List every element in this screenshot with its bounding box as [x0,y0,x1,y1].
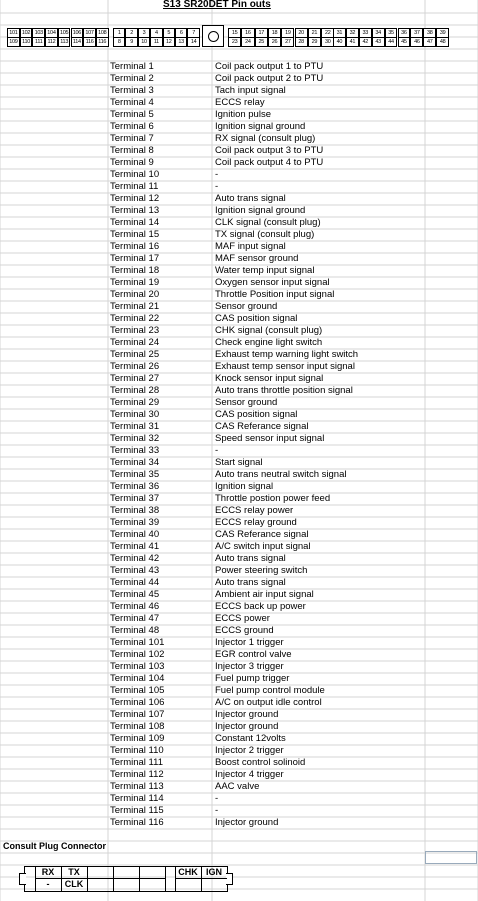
terminal-description: Injector ground [215,709,279,720]
terminal-description: Fuel pump trigger [215,673,290,684]
selected-cell[interactable] [425,851,477,864]
terminal-number: Terminal 103 [110,661,165,672]
terminal-description: Auto trans throttle position signal [215,385,353,396]
terminal-description: Coil pack output 4 to PTU [215,157,324,168]
terminal-description: Check engine light switch [215,337,323,348]
connector-key-circle-icon [208,31,219,42]
pin-number: 17 [256,29,267,38]
terminal-description: Injector 3 trigger [215,661,284,672]
terminal-number: Terminal 25 [110,349,160,360]
pin-number: 23 [231,39,238,45]
terminal-description: - [215,445,219,456]
terminal-number: Terminal 115 [110,805,164,816]
terminal-number: Terminal 2 [110,73,154,84]
pin-number: 2 [126,29,136,38]
pin-number: 112 [47,39,56,45]
terminal-description: CAS position signal [215,409,298,420]
consult-plug-diagram [24,866,228,892]
terminal-description: ECCS relay ground [215,517,297,528]
terminal-description: Ignition signal ground [215,205,306,216]
terminal-number: Terminal 104 [110,673,165,684]
terminal-description: - [215,181,219,192]
terminal-number: Terminal 6 [110,121,154,132]
terminal-number: Terminal 109 [110,733,165,744]
terminal-number: Terminal 3 [110,85,154,96]
pin-number: 31 [334,29,345,38]
terminal-description: Fuel pump control module [215,685,325,696]
terminal-description: CAS Referance signal [215,529,309,540]
block-a-pin [7,28,20,47]
pin-number: 38 [424,29,435,38]
terminal-number: Terminal 12 [110,193,160,204]
terminal-description: ECCS back up power [215,601,306,612]
terminal-description: CAS position signal [215,313,298,324]
terminal-description: Constant 12volts [215,733,286,744]
terminal-description: Oxygen sensor input signal [215,277,330,288]
terminal-description: Coil pack output 3 to PTU [215,145,324,156]
pin-number: 39 [437,29,448,38]
block-b-pin [150,28,162,47]
terminal-number: Terminal 110 [110,745,164,756]
terminal-description: MAF input signal [215,241,286,252]
terminal-number: Terminal 111 [110,757,163,768]
pin-number: 20 [296,29,307,38]
terminal-description: Sensor ground [215,301,278,312]
terminal-number: Terminal 105 [110,685,165,696]
terminal-number: Terminal 8 [110,145,154,156]
terminal-number: Terminal 42 [110,553,160,564]
terminal-description: Exhaust temp warning light switch [215,349,359,360]
pin-number: 3 [139,29,149,38]
pin-number: 5 [164,29,174,38]
terminal-number: Terminal 113 [110,781,164,792]
pin-number: 45 [401,39,407,45]
pin-number: 21 [309,29,320,38]
pin-number: 116 [85,39,94,45]
pin-number: 12 [166,39,172,45]
pin-number: 27 [285,39,291,45]
block-c-pin [295,28,308,47]
terminal-description: MAF sensor ground [215,253,299,264]
terminal-description: Ignition pulse [215,109,271,120]
consult-chk-label: CHK [178,867,198,877]
pin-number: 24 [245,39,251,45]
terminal-number: Terminal 16 [110,241,160,252]
terminal-number: Terminal 11 [110,181,159,192]
terminal-description: AAC valve [215,781,260,792]
terminal-description: ECCS ground [215,625,274,636]
block-d-pin [359,28,372,47]
pin-number: 9 [130,39,133,45]
terminal-number: Terminal 7 [110,133,154,144]
terminal-description: ECCS relay power [215,505,294,516]
consult-tx-label: TX [68,867,80,877]
block-a-pin [96,28,109,47]
terminal-description: Coil pack output 1 to PTU [215,61,324,72]
pin-number: 25 [258,39,264,45]
pin-number: 22 [322,29,333,38]
block-b-pin [113,28,125,47]
terminal-description: Throttle Position input signal [215,289,335,300]
pin-number: 30 [324,39,331,45]
connector-key [202,25,224,47]
terminal-description: Speed sensor input signal [215,433,325,444]
pin-number: 109 [9,39,18,45]
terminal-number: Terminal 27 [110,373,160,384]
block-d-pin [333,28,346,47]
consult-plug-title: Consult Plug Connector [3,841,106,851]
terminal-description: Injector ground [215,817,279,828]
terminal-description: Ambient air input signal [215,589,314,600]
block-a-pin [45,28,58,47]
pin-number: 35 [386,29,397,38]
terminal-number: Terminal 38 [110,505,160,516]
terminal-number: Terminal 45 [110,589,160,600]
block-c-pin [281,28,294,47]
terminal-number: Terminal 13 [110,205,160,216]
pin-number: 15 [229,29,240,38]
terminal-description: Auto trans signal [215,577,286,588]
pin-number: 102 [21,30,31,36]
pin-number: 41 [349,39,356,45]
pin-number: 48 [439,39,446,45]
terminal-number: Terminal 33 [110,445,160,456]
block-a-pin [58,28,71,47]
terminal-number: Terminal 39 [110,517,160,528]
block-a-pin [71,28,84,47]
terminal-description: Exhaust temp sensor input signal [215,361,355,372]
terminal-number: Terminal 46 [110,601,160,612]
consult-rx-label: RX [41,867,55,877]
terminal-description: Water temp input signal [215,265,315,276]
pin-number: 14 [190,39,197,45]
block-b-pin [163,28,175,47]
terminal-number: Terminal 26 [110,361,160,372]
terminal-number: Terminal 44 [110,577,160,588]
terminal-description: Ignition signal ground [215,121,306,132]
pin-number: 107 [85,30,94,36]
pin-number: 7 [188,29,198,38]
terminal-number: Terminal 106 [110,697,165,708]
pin-number: 46 [414,39,420,45]
block-a-pin [32,28,45,47]
terminal-number: Terminal 35 [110,469,160,480]
terminal-number: Terminal 30 [110,409,160,420]
terminal-description: Auto trans signal [215,553,286,564]
terminal-number: Terminal 101 [110,637,165,648]
pin-number: 42 [362,39,368,45]
block-b-pin [138,28,150,47]
pin-number: 1 [114,29,124,38]
pin-number: 40 [336,39,343,45]
terminal-number: Terminal 10 [110,169,160,180]
terminal-description: Injector 4 trigger [215,769,284,780]
terminal-number: Terminal 1 [110,61,154,72]
block-d-pin [385,28,398,47]
terminal-description: Sensor ground [215,397,278,408]
pin-number: 6 [176,29,186,38]
terminal-description: - [215,169,219,180]
terminal-number: Terminal 107 [110,709,165,720]
block-b-pin [187,28,199,47]
plug-tab-right [226,873,233,885]
block-a-pin [83,28,96,47]
terminal-description: CLK signal (consult plug) [215,217,321,228]
pin-number: 113 [60,39,69,45]
pin-number: 33 [360,29,371,38]
pin-number: 34 [373,29,384,38]
pin-number: 4 [151,29,161,38]
pin-number: 10 [141,39,147,45]
terminal-number: Terminal 102 [110,649,165,660]
consult-clk-label: CLK [61,878,87,890]
terminal-description: TX signal (consult plug) [215,229,315,240]
pin-number: 32 [347,29,358,38]
terminal-number: Terminal 24 [110,337,160,348]
terminal-description: EGR control valve [215,649,292,660]
consult-dash-label: - [35,878,61,890]
pin-number: 110 [22,39,30,45]
pin-number: 105 [60,30,69,36]
terminal-number: Terminal 34 [110,457,160,468]
terminal-number: Terminal 40 [110,529,160,540]
block-c-pin [268,28,281,47]
terminal-number: Terminal 20 [110,289,160,300]
block-b-pin [175,28,187,47]
terminal-description: Boost control solinoid [215,757,306,768]
terminal-description: Injector 1 trigger [215,637,284,648]
block-d-pin [398,28,411,47]
terminal-number: Terminal 112 [110,769,164,780]
terminal-number: Terminal 47 [110,613,160,624]
block-d-pin [372,28,385,47]
pin-number: 16 [242,29,253,38]
terminal-number: Terminal 18 [110,265,160,276]
terminal-description: - [215,805,219,816]
terminal-number: Terminal 41 [110,541,160,552]
block-d-pin [346,28,359,47]
block-c-pin [308,28,321,47]
terminal-number: Terminal 43 [110,565,160,576]
terminal-description: A/C on output idle control [215,697,322,708]
pin-number: 114 [72,39,81,45]
block-c-pin [241,28,254,47]
pin-number: 28 [298,39,304,45]
terminal-number: Terminal 31 [110,421,160,432]
block-c-pin [255,28,268,47]
pin-number: 37 [411,29,422,38]
block-b-pin [125,28,137,47]
terminal-number: Terminal 48 [110,625,160,636]
terminal-number: Terminal 17 [110,253,160,264]
terminal-description: Power steering switch [215,565,308,576]
pin-number: 29 [311,39,318,45]
terminal-description: CAS Referance signal [215,421,309,432]
terminal-description: Ignition signal [215,481,274,492]
terminal-number: Terminal 5 [110,109,154,120]
block-d-pin [410,28,423,47]
terminal-description: ECCS relay [215,97,265,108]
pin-number: 116 [98,39,107,45]
block-d-pin [423,28,436,47]
terminal-description: Throttle postion power feed [215,493,331,504]
terminal-description: CHK signal (consult plug) [215,325,323,336]
terminal-number: Terminal 23 [110,325,160,336]
block-a-pin [20,28,33,47]
terminal-description: Auto trans signal [215,193,286,204]
terminal-description: Coil pack output 2 to PTU [215,73,324,84]
pin-number: 47 [426,39,433,45]
terminal-description: Tach input signal [215,85,286,96]
pin-number: 19 [282,29,293,38]
pin-number: 43 [375,39,381,45]
terminal-description: - [215,793,219,804]
terminal-number: Terminal 14 [110,217,160,228]
consult-ign-label: IGN [205,867,222,877]
terminal-number: Terminal 32 [110,433,160,444]
pin-number: 11 [153,39,159,45]
terminal-number: Terminal 4 [110,97,154,108]
terminal-description: A/C switch input signal [215,541,311,552]
block-d-pin [436,28,449,47]
terminal-number: Terminal 29 [110,397,160,408]
terminal-description: Auto trans neutral switch signal [215,469,347,480]
terminal-description: Injector 2 trigger [215,745,284,756]
terminal-description: Knock sensor input signal [215,373,324,384]
terminal-number: Terminal 116 [110,817,164,828]
terminal-number: Terminal 21 [110,301,160,312]
pin-number: 44 [388,39,394,45]
terminal-description: RX signal (consult plug) [215,133,316,144]
terminal-number: Terminal 22 [110,313,160,324]
terminal-description: ECCS power [215,613,270,624]
pin-number: 18 [269,29,280,38]
pin-number: 8 [117,39,121,45]
pin-number: 13 [178,39,184,45]
pin-number: 26 [271,39,278,45]
pin-number: 103 [34,30,43,36]
terminal-description: Injector ground [215,721,279,732]
terminal-number: Terminal 36 [110,481,160,492]
terminal-number: Terminal 114 [110,793,164,804]
page-title: S13 SR20DET Pin outs [163,0,271,10]
pin-number: 108 [98,30,107,36]
pin-number: 111 [35,39,43,45]
terminal-number: Terminal 37 [110,493,160,504]
terminal-number: Terminal 108 [110,721,165,732]
terminal-number: Terminal 9 [110,157,154,168]
pin-number: 106 [72,30,81,36]
pin-number: 101 [9,30,18,36]
terminal-description: Start signal [215,457,263,468]
pin-number: 36 [399,29,410,38]
pin-number: 104 [47,30,56,36]
block-c-pin [228,28,241,47]
terminal-number: Terminal 19 [110,277,160,288]
terminal-number: Terminal 15 [110,229,160,240]
terminal-number: Terminal 28 [110,385,160,396]
